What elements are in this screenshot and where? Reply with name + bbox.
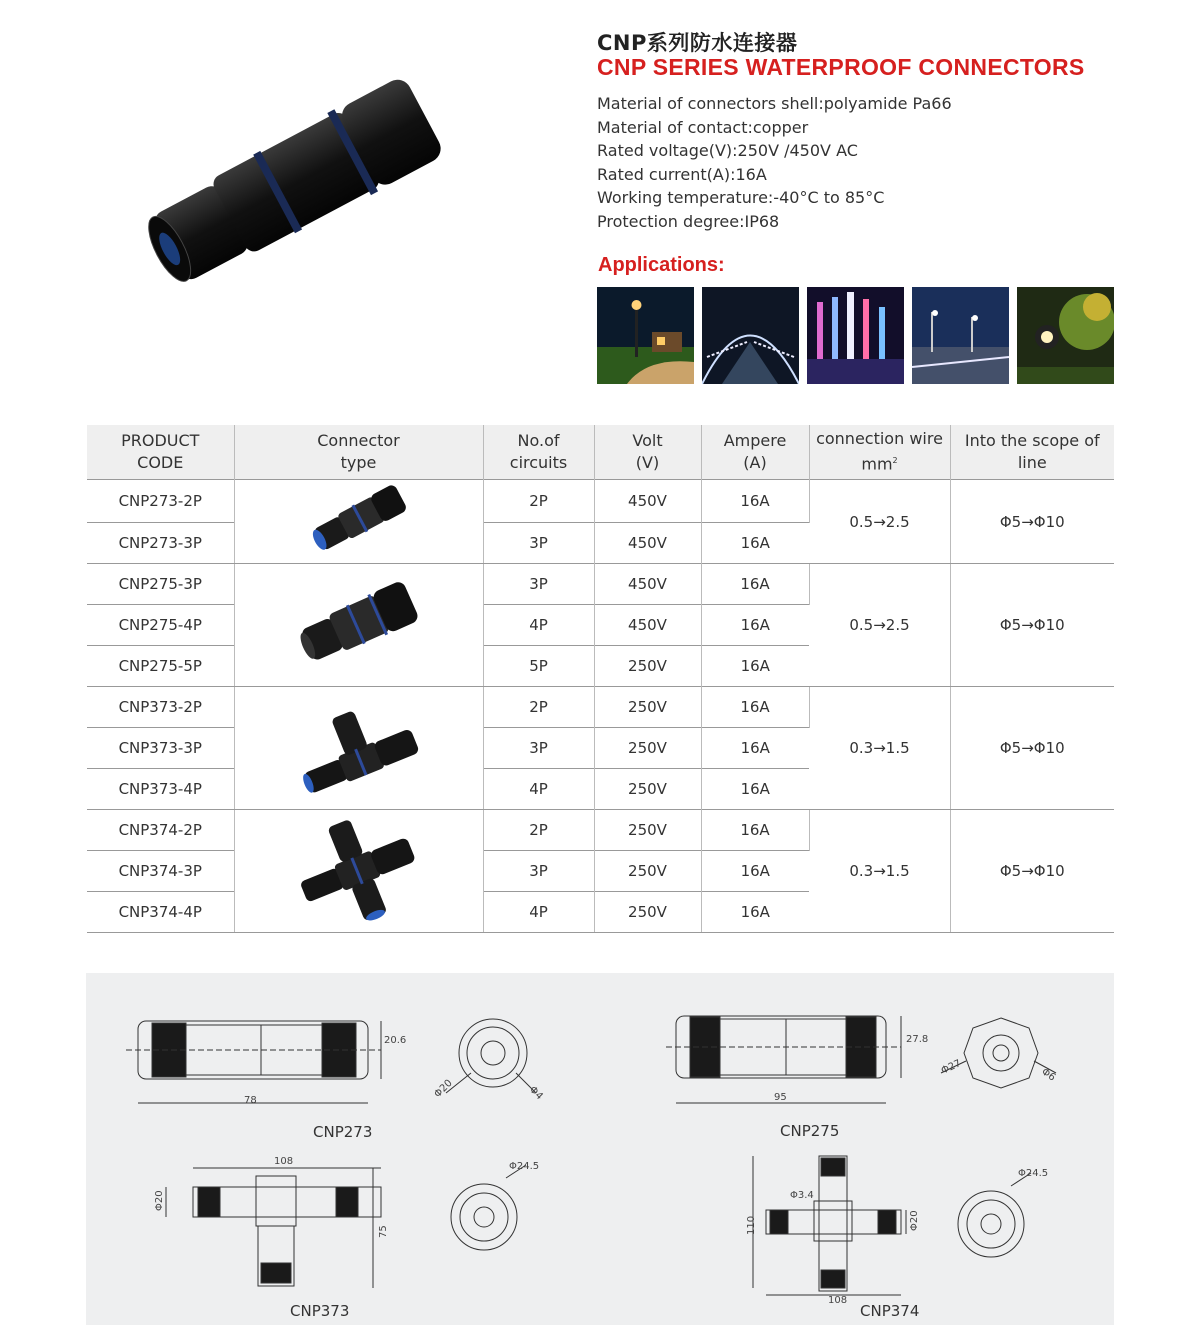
header-product-code: PRODUCT CODE xyxy=(87,425,234,480)
volt: 250V xyxy=(594,646,701,687)
cnp275-height-dim: 27.8 xyxy=(906,1034,929,1045)
cnp374-dia2-dim: Φ24.5 xyxy=(1018,1168,1049,1179)
cnp374-width-dim: 108 xyxy=(828,1295,848,1306)
header-volt: Volt (V) xyxy=(594,425,701,480)
cnp275-end-view xyxy=(941,1018,1056,1088)
cnp273-end-view xyxy=(446,1019,536,1093)
cnp273-label: CNP273 xyxy=(313,1123,373,1141)
cnp373-width-dim: 108 xyxy=(274,1156,294,1167)
scope-of-line: Φ5→Φ10 xyxy=(950,480,1114,564)
cnp275-dia1-dim: Φ27 xyxy=(939,1058,963,1077)
cnp273-height-dim: 20.6 xyxy=(384,1035,407,1046)
cnp373-dia2-dim: Φ24.5 xyxy=(509,1161,540,1172)
volt: 450V xyxy=(594,605,701,646)
cnp273-dia2-dim: Φ4 xyxy=(526,1084,545,1103)
cnp373-label: CNP373 xyxy=(290,1302,350,1320)
cnp374-drawing xyxy=(753,1156,906,1295)
cnp273-side-view xyxy=(126,1021,381,1103)
volt: 250V xyxy=(594,851,701,892)
circuits: 4P xyxy=(483,605,594,646)
spec-working-temperature: Working temperature:-40°C to 85°C xyxy=(597,188,885,207)
product-code: CNP374-4P xyxy=(87,892,234,933)
connector-image-cnp273 xyxy=(234,480,483,564)
scope-of-line: Φ5→Φ10 xyxy=(950,687,1114,810)
table-row xyxy=(87,687,1114,728)
cnp275-label: CNP275 xyxy=(780,1122,840,1140)
circuits: 2P xyxy=(483,810,594,851)
ampere: 16A xyxy=(701,480,809,523)
product-code: CNP374-2P xyxy=(87,810,234,851)
volt: 250V xyxy=(594,810,701,851)
tunnel-light-image xyxy=(702,287,799,384)
circuits: 3P xyxy=(483,851,594,892)
volt: 250V xyxy=(594,728,701,769)
scope-of-line: Φ5→Φ10 xyxy=(950,564,1114,687)
drawings-canvas xyxy=(86,973,1114,1325)
connector-image-cnp374 xyxy=(234,810,483,933)
garden-lamp-image xyxy=(597,287,694,384)
title-chinese: CNP系列防水连接器 xyxy=(597,31,798,55)
ampere: 16A xyxy=(701,523,809,564)
table-header-row xyxy=(87,425,1114,480)
applications-gallery xyxy=(597,287,1114,384)
product-code: CNP374-3P xyxy=(87,851,234,892)
cnp374-height-dim: 110 xyxy=(746,1215,757,1235)
circuits: 5P xyxy=(483,646,594,687)
product-code: CNP275-5P xyxy=(87,646,234,687)
connection-wire: 0.5→2.5 xyxy=(809,564,950,687)
fountain-image xyxy=(807,287,904,384)
cnp373-height-dim: 75 xyxy=(378,1225,389,1238)
circuits: 4P xyxy=(483,769,594,810)
table-row xyxy=(87,480,1114,523)
product-code: CNP273-3P xyxy=(87,523,234,564)
product-code: CNP373-2P xyxy=(87,687,234,728)
volt: 250V xyxy=(594,892,701,933)
header-connector-type: Connector type xyxy=(234,425,483,480)
volt: 450V xyxy=(594,564,701,605)
cnp374-end-view xyxy=(958,1173,1031,1257)
circuits: 2P xyxy=(483,480,594,523)
street-light-image xyxy=(912,287,1009,384)
applications-title: Applications: xyxy=(598,254,725,276)
spec-list xyxy=(597,92,952,233)
cnp275-length-dim: 95 xyxy=(774,1092,787,1103)
circuits: 2P xyxy=(483,687,594,728)
table-row xyxy=(87,564,1114,605)
circuits: 3P xyxy=(483,523,594,564)
ampere: 16A xyxy=(701,851,809,892)
ampere: 16A xyxy=(701,810,809,851)
spec-rated-current: Rated current(A):16A xyxy=(597,164,767,184)
circuits: 4P xyxy=(483,892,594,933)
cnp373-dia1-dim: Φ20 xyxy=(154,1190,165,1211)
connector-image-cnp275 xyxy=(234,564,483,687)
cnp373-end-view xyxy=(451,1165,526,1250)
header-scope-of-line: Into the scope of line xyxy=(950,425,1114,480)
circuits: 3P xyxy=(483,728,594,769)
technical-drawings xyxy=(86,973,1114,1325)
spec-shell-material: Material of connectors shell:polyamide Pa66 xyxy=(597,94,952,113)
ampere: 16A xyxy=(701,728,809,769)
circuits: 3P xyxy=(483,564,594,605)
header-connection-wire: connection wire $mm^2$ xyxy=(809,425,950,480)
header-circuits: No.of circuits xyxy=(483,425,594,480)
header-ampere: Ampere (A) xyxy=(701,425,809,480)
product-code: CNP373-4P xyxy=(87,769,234,810)
table-row xyxy=(87,810,1114,851)
product-table xyxy=(87,425,1114,933)
volt: 450V xyxy=(594,480,701,523)
connector-image-cnp373 xyxy=(234,687,483,810)
spec-contact-material: Material of contact:copper xyxy=(597,117,809,137)
spec-rated-voltage: Rated voltage(V):250V /450V AC xyxy=(597,141,858,160)
connection-wire: 0.5→2.5 xyxy=(809,480,950,564)
spec-protection-degree: Protection degree:IP68 xyxy=(597,211,780,231)
ampere: 16A xyxy=(701,564,809,605)
ampere: 16A xyxy=(701,892,809,933)
landscape-spotlight-image xyxy=(1017,287,1114,384)
cnp275-dia2-dim: Φ6 xyxy=(1039,1066,1058,1084)
cnp373-drawing xyxy=(166,1168,381,1288)
product-code: CNP273-2P xyxy=(87,480,234,523)
hero-connector-image xyxy=(130,70,460,290)
product-code: CNP275-3P xyxy=(87,564,234,605)
title-english: CNP SERIES WATERPROOF CONNECTORS xyxy=(597,54,1085,80)
ampere: 16A xyxy=(701,687,809,728)
volt: 250V xyxy=(594,769,701,810)
cnp273-length-dim: 78 xyxy=(244,1095,257,1106)
volt: 250V xyxy=(594,687,701,728)
product-code: CNP373-3P xyxy=(87,728,234,769)
ampere: 16A xyxy=(701,646,809,687)
cnp374-label: CNP374 xyxy=(860,1302,920,1320)
cnp273-dia1-dim: Φ20 xyxy=(432,1077,455,1101)
connection-wire: 0.3→1.5 xyxy=(809,687,950,810)
ampere: 16A xyxy=(701,769,809,810)
cnp275-side-view xyxy=(666,1016,901,1103)
connection-wire: 0.3→1.5 xyxy=(809,810,950,933)
cnp374-dia3-dim: Φ3.4 xyxy=(790,1190,814,1201)
cnp374-dia1-dim: Φ20 xyxy=(909,1210,920,1231)
product-code: CNP275-4P xyxy=(87,605,234,646)
scope-of-line: Φ5→Φ10 xyxy=(950,810,1114,933)
volt: 450V xyxy=(594,523,701,564)
ampere: 16A xyxy=(701,605,809,646)
